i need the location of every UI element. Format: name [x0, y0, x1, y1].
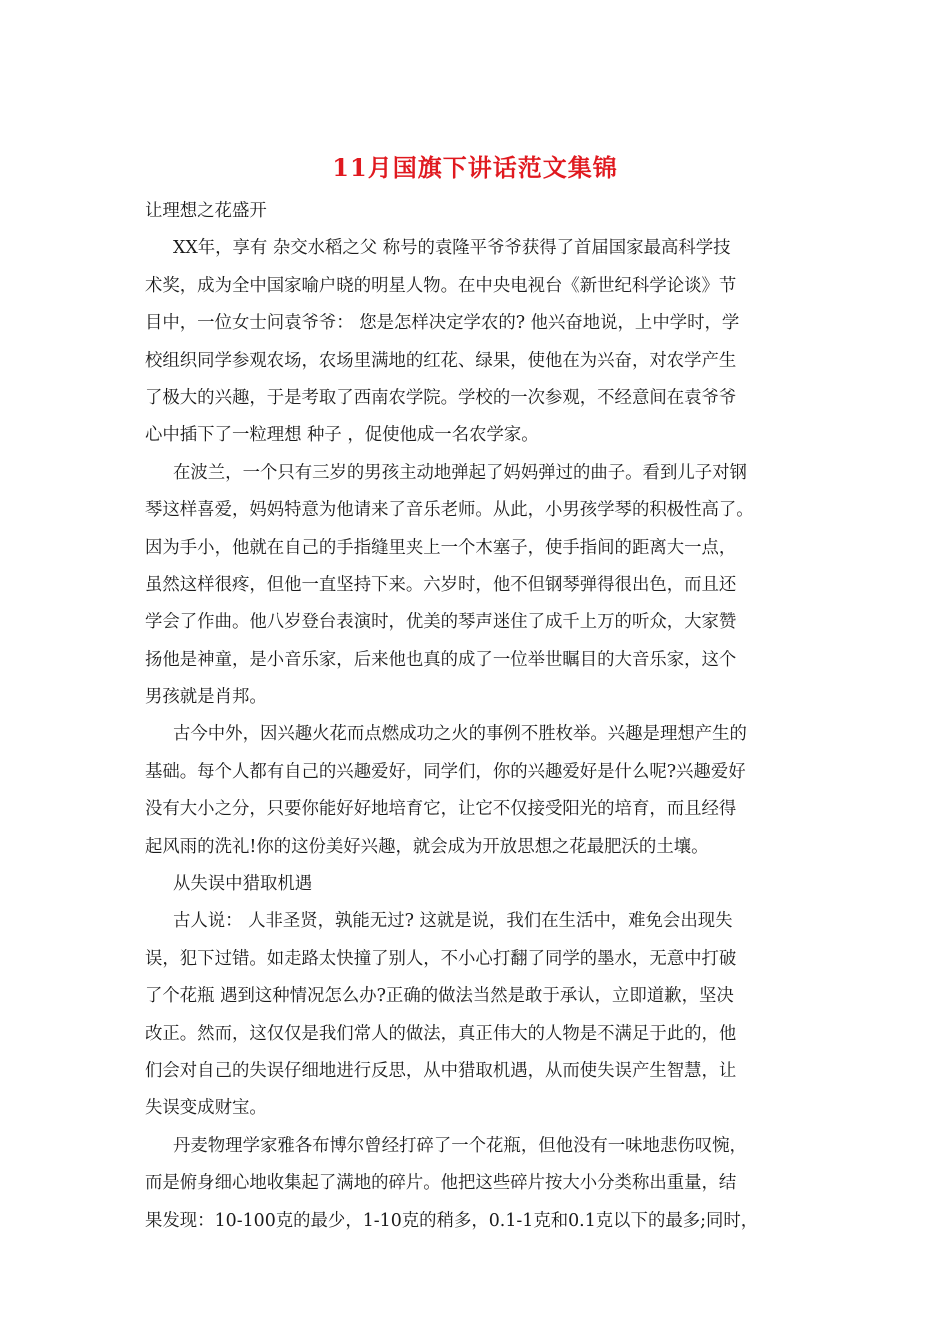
text-line: 从失误中猎取机遇 [173, 874, 313, 895]
text-line: 起风雨的洗礼!你的这份美好兴趣，就会成为开放思想之花最肥沃的土壤。 [145, 836, 709, 857]
text-line: 琴这样喜爱，妈妈特意为他请来了音乐老师。从此，小男孩学琴的积极性高了。 [145, 500, 754, 521]
text-line: 学会了作曲。他八岁登台表演时，优美的琴声迷住了成千上万的听众，大家赞 [145, 612, 737, 633]
text-line: 目中，一位女士问袁爷爷： 您是怎样决定学农的? 他兴奋地说，上中学时，学 [145, 313, 740, 334]
text-line: 基础。每个人都有自己的兴趣爱好，同学们，你的兴趣爱好是什么呢?兴趣爱好 [145, 761, 746, 782]
text-line: 古人说： 人非圣贤，孰能无过? 这就是说，我们在生活中，难免会出现失 [173, 911, 733, 932]
text-line: 没有大小之分，只要你能好好地培育它，让它不仅接受阳光的培育，而且经得 [145, 799, 737, 820]
text-line: 果发现：10-100克的最少，1-10克的稍多，0.1-1克和0.1克以下的最多;同时， [145, 1210, 759, 1231]
text-line: 了极大的兴趣，于是考取了西南农学院。学校的一次参观，不经意间在袁爷爷 [145, 387, 737, 408]
text-line: 而是俯身细心地收集起了满地的碎片。他把这些碎片按大小分类称出重量，结 [145, 1173, 737, 1194]
text-line: 误，犯下过错。如走路太快撞了别人，不小心打翻了同学的墨水，无意中打破 [145, 948, 737, 969]
text-line: 扬他是神童，是小音乐家，后来他也真的成了一位举世瞩目的大音乐家，这个 [145, 649, 737, 670]
text-line: 男孩就是肖邦。 [145, 687, 267, 708]
text-line: 在波兰，一个只有三岁的男孩主动地弹起了妈妈弹过的曲子。看到儿子对钢 [173, 462, 747, 483]
text-line: 了个花瓶 遇到这种情况怎么办?正确的做法当然是敢于承认，立即道歉，坚决 [145, 986, 734, 1007]
text-line: 改正。然而，这仅仅是我们常人的做法，真正伟大的人物是不满足于此的，他 [145, 1023, 737, 1044]
text-line: 失误变成财宝。 [145, 1098, 267, 1119]
text-line: XX年，享有 杂交水稻之父 称号的袁隆平爷爷获得了首届国家最高科学技 [173, 238, 731, 259]
text-line: 古今中外，因兴趣火花而点燃成功之火的事例不胜枚举。兴趣是理想产生的 [173, 724, 747, 745]
text-line: 虽然这样很疼，但他一直坚持下来。六岁时，他不但钢琴弹得很出色，而且还 [145, 574, 737, 595]
text-line: 校组织同学参观农场，农场里满地的红花、绿果，使他在为兴奋，对农学产生 [145, 350, 737, 371]
text-line: 丹麦物理学家雅各布博尔曾经打碎了一个花瓶，但他没有一味地悲伤叹惋， [173, 1135, 747, 1156]
document-body [145, 193, 810, 1240]
text-line: 因为手小，他就在自己的手指缝里夹上一个木塞子，使手指间的距离大一点， [145, 537, 737, 558]
text-line: 让理想之花盛开 [145, 201, 267, 221]
text-line: 们会对自己的失误仔细地进行反思，从中猎取机遇，从而使失误产生智慧，让 [145, 1060, 737, 1081]
text-line: 术奖，成为全中国家喻户晓的明星人物。在中央电视台《新世纪科学论谈》节 [145, 275, 737, 296]
text-line: 心中插下了一粒理想 种子 ，促使他成一名农学家。 [145, 425, 539, 446]
document-title: 11月国旗下讲话范文集锦 [332, 153, 618, 182]
